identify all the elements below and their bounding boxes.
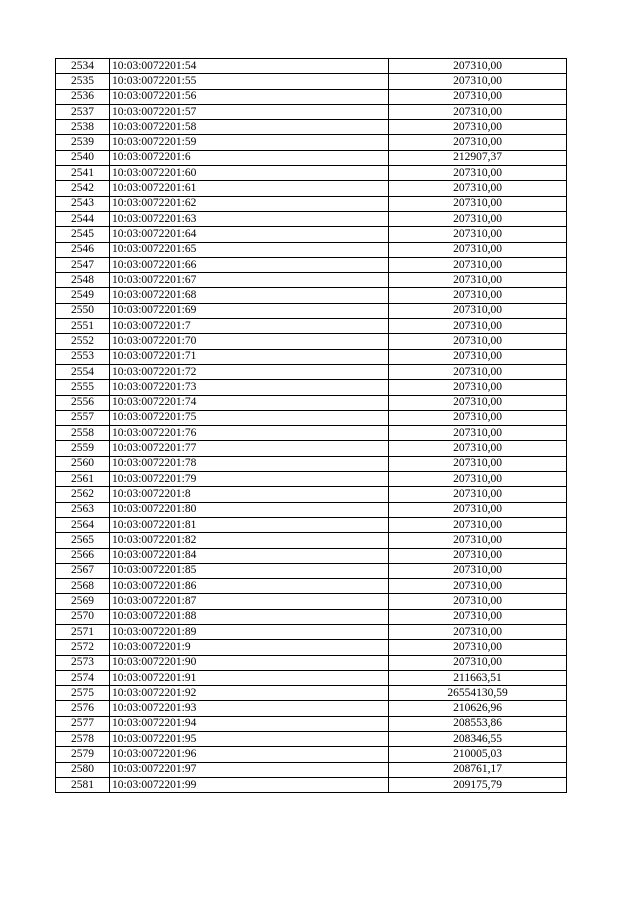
row-number-cell: 2565 xyxy=(56,533,110,548)
row-number-cell: 2539 xyxy=(56,135,110,150)
value-cell: 207310,00 xyxy=(389,181,567,196)
value-cell: 207310,00 xyxy=(389,74,567,89)
table-row xyxy=(56,594,567,609)
table-row xyxy=(56,609,567,624)
value-cell: 207310,00 xyxy=(389,640,567,655)
row-number-cell: 2566 xyxy=(56,548,110,563)
table-row xyxy=(56,303,567,318)
row-number-cell: 2579 xyxy=(56,747,110,762)
cadastral-number-cell: 10:03:0072201:93 xyxy=(110,701,389,716)
cadastral-number-cell: 10:03:0072201:75 xyxy=(110,410,389,425)
row-number-cell: 2573 xyxy=(56,655,110,670)
cadastral-number-cell: 10:03:0072201:68 xyxy=(110,288,389,303)
value-cell: 207310,00 xyxy=(389,426,567,441)
table-row xyxy=(56,104,567,119)
row-number-cell: 2540 xyxy=(56,150,110,165)
row-number-cell: 2536 xyxy=(56,89,110,104)
table-row xyxy=(56,747,567,762)
table-row xyxy=(56,441,567,456)
value-cell: 207310,00 xyxy=(389,166,567,181)
table-row xyxy=(56,242,567,257)
cadastral-number-cell: 10:03:0072201:65 xyxy=(110,242,389,257)
value-cell: 207310,00 xyxy=(389,609,567,624)
table-row xyxy=(56,380,567,395)
table-row xyxy=(56,166,567,181)
cadastral-number-cell: 10:03:0072201:94 xyxy=(110,716,389,731)
value-cell: 207310,00 xyxy=(389,135,567,150)
table-body xyxy=(56,59,567,793)
table-row xyxy=(56,655,567,670)
row-number-cell: 2544 xyxy=(56,211,110,226)
cadastral-number-cell: 10:03:0072201:97 xyxy=(110,762,389,777)
cadastral-number-cell: 10:03:0072201:72 xyxy=(110,364,389,379)
cadastral-number-cell: 10:03:0072201:82 xyxy=(110,533,389,548)
table-row xyxy=(56,288,567,303)
row-number-cell: 2548 xyxy=(56,273,110,288)
value-cell: 207310,00 xyxy=(389,395,567,410)
row-number-cell: 2568 xyxy=(56,579,110,594)
value-cell: 207310,00 xyxy=(389,349,567,364)
cadastral-number-cell: 10:03:0072201:9 xyxy=(110,640,389,655)
value-cell: 208761,17 xyxy=(389,762,567,777)
row-number-cell: 2549 xyxy=(56,288,110,303)
table-row xyxy=(56,670,567,685)
row-number-cell: 2557 xyxy=(56,410,110,425)
value-cell: 207310,00 xyxy=(389,380,567,395)
value-cell: 207310,00 xyxy=(389,364,567,379)
row-number-cell: 2567 xyxy=(56,563,110,578)
value-cell: 207310,00 xyxy=(389,563,567,578)
row-number-cell: 2576 xyxy=(56,701,110,716)
cadastral-number-cell: 10:03:0072201:87 xyxy=(110,594,389,609)
cadastral-number-cell: 10:03:0072201:99 xyxy=(110,777,389,792)
cadastral-number-cell: 10:03:0072201:73 xyxy=(110,380,389,395)
table-row xyxy=(56,686,567,701)
table-row xyxy=(56,257,567,272)
value-cell: 212907,37 xyxy=(389,150,567,165)
cadastral-number-cell: 10:03:0072201:78 xyxy=(110,456,389,471)
table-row xyxy=(56,395,567,410)
value-cell: 207310,00 xyxy=(389,487,567,502)
row-number-cell: 2538 xyxy=(56,120,110,135)
value-cell: 207310,00 xyxy=(389,319,567,334)
row-number-cell: 2574 xyxy=(56,670,110,685)
table-row xyxy=(56,701,567,716)
table-row xyxy=(56,533,567,548)
value-cell: 207310,00 xyxy=(389,288,567,303)
cadastral-number-cell: 10:03:0072201:64 xyxy=(110,227,389,242)
value-cell: 26554130,59 xyxy=(389,686,567,701)
cadastral-number-cell: 10:03:0072201:59 xyxy=(110,135,389,150)
row-number-cell: 2570 xyxy=(56,609,110,624)
cadastral-number-cell: 10:03:0072201:61 xyxy=(110,181,389,196)
value-cell: 207310,00 xyxy=(389,257,567,272)
cadastral-number-cell: 10:03:0072201:7 xyxy=(110,319,389,334)
cadastral-number-cell: 10:03:0072201:62 xyxy=(110,196,389,211)
value-cell: 207310,00 xyxy=(389,517,567,532)
row-number-cell: 2552 xyxy=(56,334,110,349)
value-cell: 207310,00 xyxy=(389,120,567,135)
row-number-cell: 2563 xyxy=(56,502,110,517)
row-number-cell: 2562 xyxy=(56,487,110,502)
table-row xyxy=(56,502,567,517)
value-cell: 207310,00 xyxy=(389,502,567,517)
table-row xyxy=(56,319,567,334)
cadastral-number-cell: 10:03:0072201:89 xyxy=(110,624,389,639)
cadastral-number-cell: 10:03:0072201:74 xyxy=(110,395,389,410)
table-row xyxy=(56,426,567,441)
row-number-cell: 2537 xyxy=(56,104,110,119)
value-cell: 207310,00 xyxy=(389,441,567,456)
table-row xyxy=(56,59,567,74)
value-cell: 207310,00 xyxy=(389,579,567,594)
value-cell: 207310,00 xyxy=(389,273,567,288)
cadastral-number-cell: 10:03:0072201:91 xyxy=(110,670,389,685)
cadastral-number-cell: 10:03:0072201:77 xyxy=(110,441,389,456)
value-cell: 207310,00 xyxy=(389,472,567,487)
row-number-cell: 2580 xyxy=(56,762,110,777)
table-row xyxy=(56,579,567,594)
row-number-cell: 2545 xyxy=(56,227,110,242)
table-row xyxy=(56,487,567,502)
table-row xyxy=(56,181,567,196)
table-row xyxy=(56,150,567,165)
cadastral-number-cell: 10:03:0072201:67 xyxy=(110,273,389,288)
cadastral-number-cell: 10:03:0072201:76 xyxy=(110,426,389,441)
table-row xyxy=(56,211,567,226)
table-row xyxy=(56,334,567,349)
cadastral-number-cell: 10:03:0072201:79 xyxy=(110,472,389,487)
table-row xyxy=(56,135,567,150)
row-number-cell: 2542 xyxy=(56,181,110,196)
row-number-cell: 2553 xyxy=(56,349,110,364)
value-cell: 207310,00 xyxy=(389,242,567,257)
cadastral-number-cell: 10:03:0072201:60 xyxy=(110,166,389,181)
row-number-cell: 2535 xyxy=(56,74,110,89)
value-cell: 209175,79 xyxy=(389,777,567,792)
cadastral-number-cell: 10:03:0072201:57 xyxy=(110,104,389,119)
value-cell: 207310,00 xyxy=(389,196,567,211)
cadastral-number-cell: 10:03:0072201:71 xyxy=(110,349,389,364)
row-number-cell: 2577 xyxy=(56,716,110,731)
cadastral-number-cell: 10:03:0072201:92 xyxy=(110,686,389,701)
cadastral-number-cell: 10:03:0072201:8 xyxy=(110,487,389,502)
cadastral-value-table xyxy=(55,58,567,793)
value-cell: 207310,00 xyxy=(389,334,567,349)
cadastral-number-cell: 10:03:0072201:95 xyxy=(110,732,389,747)
table-row xyxy=(56,120,567,135)
cadastral-number-cell: 10:03:0072201:54 xyxy=(110,59,389,74)
row-number-cell: 2556 xyxy=(56,395,110,410)
value-cell: 208553,86 xyxy=(389,716,567,731)
table-row xyxy=(56,548,567,563)
table-row xyxy=(56,196,567,211)
cadastral-number-cell: 10:03:0072201:80 xyxy=(110,502,389,517)
cadastral-number-cell: 10:03:0072201:85 xyxy=(110,563,389,578)
row-number-cell: 2558 xyxy=(56,426,110,441)
row-number-cell: 2555 xyxy=(56,380,110,395)
value-cell: 207310,00 xyxy=(389,548,567,563)
cadastral-number-cell: 10:03:0072201:84 xyxy=(110,548,389,563)
cadastral-number-cell: 10:03:0072201:58 xyxy=(110,120,389,135)
value-cell: 210005,03 xyxy=(389,747,567,762)
row-number-cell: 2554 xyxy=(56,364,110,379)
row-number-cell: 2569 xyxy=(56,594,110,609)
row-number-cell: 2572 xyxy=(56,640,110,655)
table-row xyxy=(56,273,567,288)
table-row xyxy=(56,410,567,425)
table-row xyxy=(56,762,567,777)
table-row xyxy=(56,563,567,578)
value-cell: 207310,00 xyxy=(389,227,567,242)
cadastral-number-cell: 10:03:0072201:56 xyxy=(110,89,389,104)
row-number-cell: 2578 xyxy=(56,732,110,747)
cadastral-number-cell: 10:03:0072201:88 xyxy=(110,609,389,624)
value-cell: 207310,00 xyxy=(389,624,567,639)
row-number-cell: 2547 xyxy=(56,257,110,272)
table-row xyxy=(56,624,567,639)
table-row xyxy=(56,89,567,104)
table-row xyxy=(56,732,567,747)
table-row xyxy=(56,456,567,471)
table-row xyxy=(56,716,567,731)
value-cell: 210626,96 xyxy=(389,701,567,716)
value-cell: 208346,55 xyxy=(389,732,567,747)
cadastral-number-cell: 10:03:0072201:66 xyxy=(110,257,389,272)
row-number-cell: 2581 xyxy=(56,777,110,792)
row-number-cell: 2541 xyxy=(56,166,110,181)
value-cell: 207310,00 xyxy=(389,594,567,609)
value-cell: 207310,00 xyxy=(389,104,567,119)
cadastral-number-cell: 10:03:0072201:90 xyxy=(110,655,389,670)
row-number-cell: 2571 xyxy=(56,624,110,639)
cadastral-number-cell: 10:03:0072201:86 xyxy=(110,579,389,594)
table-row xyxy=(56,640,567,655)
value-cell: 207310,00 xyxy=(389,533,567,548)
value-cell: 207310,00 xyxy=(389,303,567,318)
row-number-cell: 2560 xyxy=(56,456,110,471)
row-number-cell: 2564 xyxy=(56,517,110,532)
row-number-cell: 2575 xyxy=(56,686,110,701)
table-row xyxy=(56,517,567,532)
value-cell: 207310,00 xyxy=(389,410,567,425)
cadastral-number-cell: 10:03:0072201:55 xyxy=(110,74,389,89)
table-row xyxy=(56,74,567,89)
row-number-cell: 2546 xyxy=(56,242,110,257)
cadastral-number-cell: 10:03:0072201:81 xyxy=(110,517,389,532)
cadastral-number-cell: 10:03:0072201:63 xyxy=(110,211,389,226)
table-row xyxy=(56,472,567,487)
table-row xyxy=(56,364,567,379)
table-row xyxy=(56,777,567,792)
row-number-cell: 2534 xyxy=(56,59,110,74)
row-number-cell: 2543 xyxy=(56,196,110,211)
value-cell: 207310,00 xyxy=(389,59,567,74)
cadastral-number-cell: 10:03:0072201:6 xyxy=(110,150,389,165)
cadastral-number-cell: 10:03:0072201:96 xyxy=(110,747,389,762)
table-row xyxy=(56,227,567,242)
row-number-cell: 2559 xyxy=(56,441,110,456)
value-cell: 211663,51 xyxy=(389,670,567,685)
value-cell: 207310,00 xyxy=(389,211,567,226)
row-number-cell: 2561 xyxy=(56,472,110,487)
value-cell: 207310,00 xyxy=(389,456,567,471)
value-cell: 207310,00 xyxy=(389,655,567,670)
value-cell: 207310,00 xyxy=(389,89,567,104)
cadastral-number-cell: 10:03:0072201:69 xyxy=(110,303,389,318)
row-number-cell: 2551 xyxy=(56,319,110,334)
cadastral-number-cell: 10:03:0072201:70 xyxy=(110,334,389,349)
row-number-cell: 2550 xyxy=(56,303,110,318)
table-row xyxy=(56,349,567,364)
